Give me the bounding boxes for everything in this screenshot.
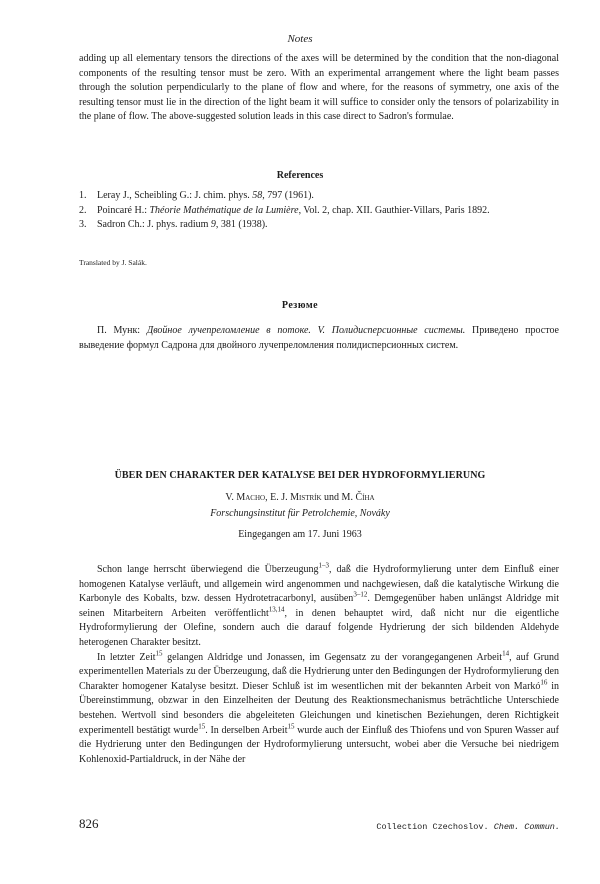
notes-paragraph (79, 52, 559, 125)
reference-item: 3. Sadron Ch.: J. phys. radium 9, 381 (1938). (79, 219, 268, 231)
notes-text: adding up all elementary tensors the directions of the axes will be determined by the condition that the non-diagonal components of the resulting tensor must be zero. With an experimental arrangement where the light beam passes through the solution perpendicularly to the plane of flow and where, for the reasons of symmetry, one axis of the resulting tensor must lie in the direction of the light beam it will suffice to consider only the tensors of polarizability in the plane of flow. The above-suggested solution leads in this case direct to Sadron's formulae. (79, 53, 559, 123)
reference-item: 1. Leray J., Scheibling G.: J. chim. phys. 58, 797 (1961). (79, 190, 314, 201)
author-name: M. Číha (341, 492, 375, 503)
references-list (79, 189, 559, 233)
body-paragraph: Schon lange herrscht überwiegend die Überzeugung$^{1-3}$, daß die Hydroformylierung unter dem Einfluß einer homogenen Katalyse verläuft, und allgemein wird angenommen und nachgewiesen, daß die katalytische Wirkung die Karbonyle des Kobalts, bzw. dessen Hydrotetracarbonyl, ausüben$^{3-12}$. Demgegenüber haben unlängst Aldridge mit seinen Mitarbeitern Arbeiten veröffentlicht$^{13,14}$, in denen behauptet wird, daß nicht nur die eigentliche Hydroformylierung der Olefine, sondern auch die darauf folgende Hydrierung der sich bildenden Aldehyde heterogenen Charakter besitzt. (79, 561, 560, 648)
body-paragraph: In letzter Zeit$^{15}$ gelangen Aldridge und Jonassen, im Gegensatz zu der vorangegangenen Arbeit$^{14}$, auf Grund experimentellen Materials zu der Überzeugung, daß die Hydrierung unter den Bedingungen der Hydroformylierung den Charakter homogener Katalyse besitzt. Dieser Schluß ist im wesentlichen mit der bekannten Arbeit von Markó$^{16}$ in Übereinstimmung, obzwar in den Einzelheiten der Deutung des Reaktionsmechanismus beträchtliche Unterschiede bestehen. Wertvoll sind besonders die abgeleiteten Gleichungen und kinetischen Beziehungen, deren Richtigkeit experimentell bestätigt wurde$^{15}$. In derselben Arbeit$^{15}$ wurde auch der Einfluß des Thiofens und von Spuren Wasser auf die Hydrierung unter den Bedingungen der Hydroformylierung untersucht, wobei aber die Versuche bei niedrigem Kohlenoxid-Partialdruck, in der Nähe der (79, 649, 560, 765)
resume-body: Приведено простое выведение формул Садрона для двойного лучепреломления полидисперсионных систем. (79, 325, 559, 351)
running-head: Notes (287, 33, 313, 45)
translator-credit: Translated by J. Salák. (79, 258, 147, 267)
references-heading: References (276, 170, 324, 181)
author-name: E. J. Mistrík (270, 492, 322, 503)
page-number: 826 (79, 816, 99, 831)
article-affiliation: Forschungsinstitut für Petrolchemie, Nováky (210, 508, 390, 519)
article-body (79, 563, 559, 767)
resume-title: Двойное лучепреломление в потоке. V. Полидисперсионные системы. (146, 325, 466, 336)
resume-heading: Резюме (281, 300, 319, 311)
article-title: ÜBER DEN CHARAKTER DER KATALYSE BEI DER HYDROFORMYLIERUNG (114, 470, 486, 481)
resume-author: П. Мунк: (97, 325, 147, 336)
resume-paragraph (79, 324, 559, 353)
journal-footer: Collection Czechoslov. Chem. Commun. (376, 822, 560, 832)
reference-item: 2. Poincaré H.: Théorie Mathématique de la Lumière, Vol. 2, chap. XII. Gauthier-Villars, Paris 1892. (79, 204, 490, 216)
received-date: Eingegangen am 17. Juni 1963 (238, 529, 362, 540)
article-authors: V. Macho, E. J. Mistrík und M. Číha (225, 492, 375, 503)
author-name: V. Macho (225, 492, 266, 503)
